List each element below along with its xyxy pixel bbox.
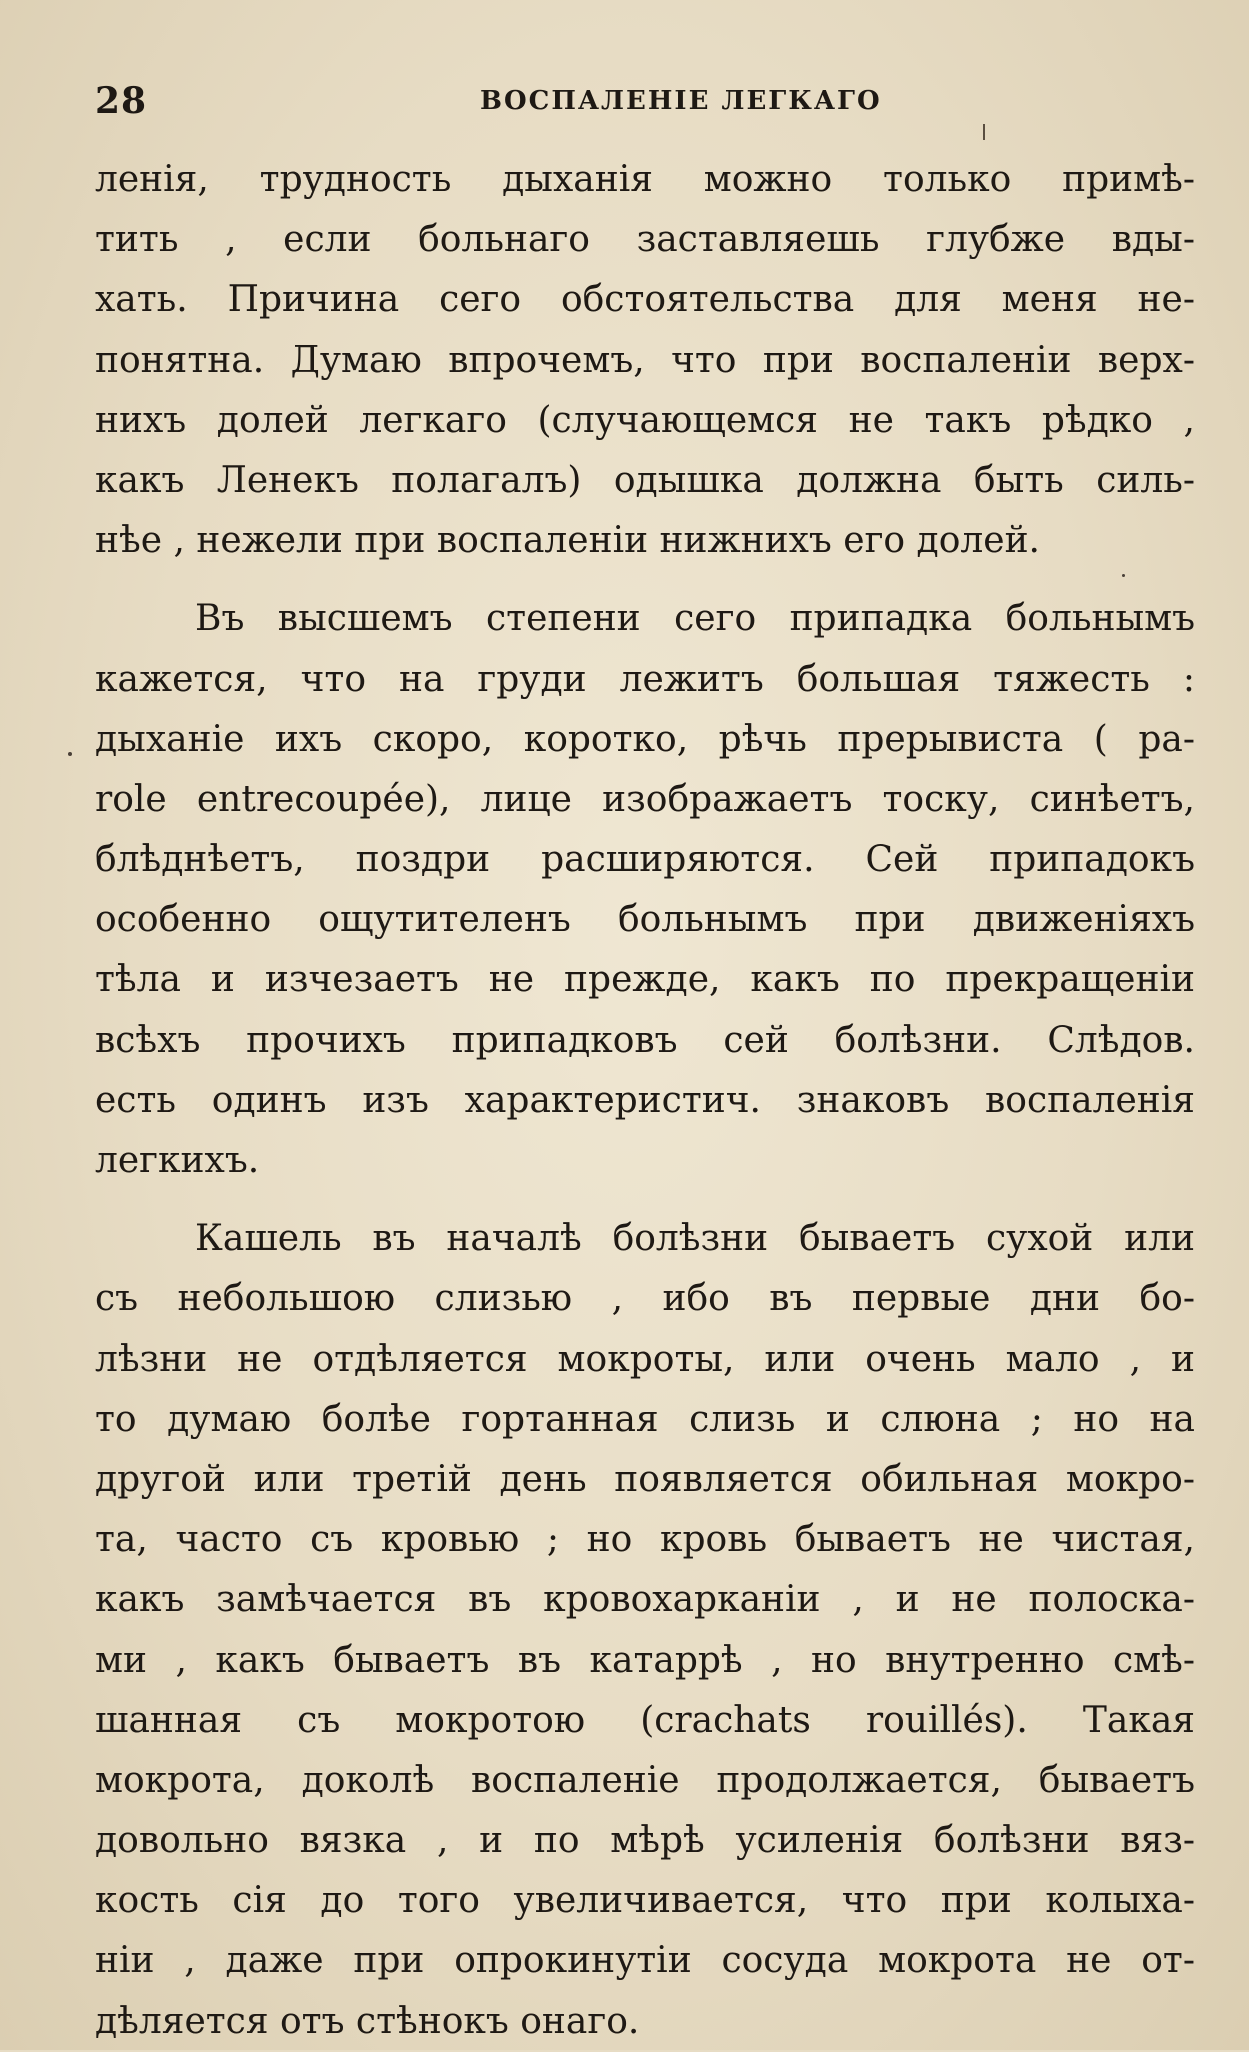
text-line: role entrecoupée), лице изображаетъ тоску, синѣетъ,	[95, 778, 1195, 820]
paragraph-gap	[95, 571, 1195, 589]
paragraph-2	[95, 589, 1195, 1191]
running-head: ВОСПАЛЕНІЕ ЛЕГКАГО	[480, 86, 882, 116]
text-line: понятна. Думаю впрочемъ, что при воспаленіи верх-	[95, 339, 1195, 381]
text-line: легкихъ.	[95, 1140, 260, 1181]
text-line: Кашель въ началѣ болѣзни бываетъ сухой или	[195, 1218, 1195, 1260]
text-line: какъ замѣчается въ кровохарканіи , и не полоска-	[95, 1579, 1195, 1621]
page-header	[95, 80, 1195, 130]
text-line: ніи , даже при опрокинутіи сосуда мокрота не от-	[95, 1940, 1195, 1982]
text-line: довольно вязка , и по мѣрѣ усиленія болѣзни вяз-	[95, 1820, 1195, 1862]
text-line: мокрота, доколѣ воспаленіе продолжается, бываетъ	[95, 1759, 1195, 1801]
text-line: блѣднѣетъ, поздри расширяются. Сей припадокъ	[95, 839, 1195, 881]
text-line: та, часто съ кровью ; но кровь бываетъ не чистая,	[95, 1519, 1195, 1561]
text-line: нихъ долей легкаго (случающемся не такъ рѣдко ,	[95, 399, 1195, 441]
paragraph-gap	[95, 1191, 1195, 1209]
text-line: лѣзни не отдѣляется мокроты, или очень мало , и	[95, 1338, 1195, 1380]
text-line: то думаю болѣе гортанная слизь и слюна ; но на	[95, 1398, 1195, 1440]
text-line: шанная съ мокротою (crachats rouillés). Такая	[95, 1699, 1195, 1741]
text-line: есть одинъ изъ характеристич. знаковъ воспаленія	[95, 1079, 1195, 1121]
text-line: кость сія до того увеличивается, что при колыха-	[95, 1880, 1195, 1922]
text-line: ленія, трудность дыханія можно только примѣ-	[95, 159, 1195, 200]
stray-ink-dot	[68, 752, 72, 756]
paragraph-1	[95, 150, 1195, 571]
body-text	[95, 150, 1195, 2052]
paragraph-3	[95, 1209, 1195, 2052]
text-line: дѣляется отъ стѣнокъ онаго.	[95, 2000, 640, 2042]
stray-ink-dot	[1122, 574, 1125, 577]
text-line: ми , какъ бываетъ въ катаррѣ , но внутренно смѣ-	[95, 1639, 1195, 1681]
text-line: какъ Ленекъ полагалъ) одышка должна быть силь-	[95, 459, 1195, 501]
text-line: другой или третій день появляется обильная мокро-	[95, 1458, 1195, 1500]
text-line: хать. Причина сего обстоятельства для меня не-	[95, 279, 1195, 321]
page-number: 28	[95, 80, 148, 122]
text-line: нѣе , нежели при воспаленіи нижнихъ его долей.	[95, 520, 1040, 562]
text-line: Въ высшемъ степени сего припадка больнымъ	[195, 598, 1195, 640]
text-line: съ небольшою слизью , ибо въ первые дни бо-	[95, 1278, 1195, 1320]
text-line: дыханіе ихъ скоро, коротко, рѣчь прерывиста ( pa-	[95, 718, 1195, 760]
text-line: всѣхъ прочихъ припадковъ сей болѣзни. Слѣдов.	[95, 1019, 1195, 1061]
text-line: кажется, что на груди лежитъ большая тяжесть :	[95, 658, 1195, 700]
print-mark	[983, 124, 985, 140]
text-line: тѣла и изчезаетъ не прежде, какъ по прекращеніи	[95, 959, 1195, 1001]
text-line: особенно ощутителенъ больнымъ при движеніяхъ	[95, 899, 1195, 941]
text-line: тить , если больнаго заставляешь глубже вды-	[95, 219, 1195, 261]
